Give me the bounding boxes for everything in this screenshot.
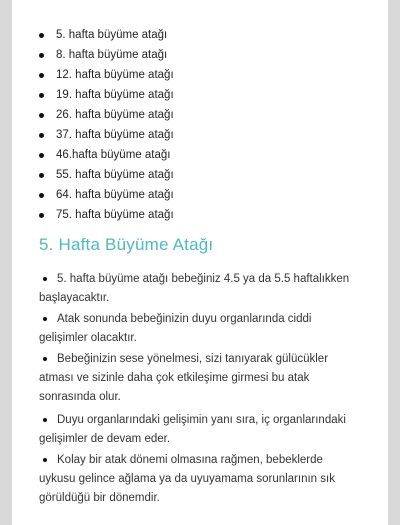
bullet-icon (43, 277, 47, 281)
toc-item[interactable] (39, 125, 174, 145)
toc-item-label: 26. hafta büyüme atağı (56, 109, 174, 121)
bullet-icon (43, 317, 47, 321)
bullet-paragraph (39, 270, 359, 308)
toc-item[interactable] (39, 165, 174, 185)
bullet-icon (39, 93, 44, 98)
bullet-icon (39, 173, 44, 178)
bullet-icon (43, 458, 47, 462)
bullet-icon (39, 213, 44, 218)
toc-item[interactable] (39, 105, 174, 125)
toc-item-label: 46.hafta büyüme atağı (56, 149, 171, 161)
toc-item[interactable] (39, 25, 174, 45)
bullet-icon (39, 133, 44, 138)
section-heading: 5. Hafta Büyüme Atağı (39, 235, 214, 254)
bullet-paragraph (39, 310, 359, 348)
toc-item[interactable] (39, 205, 174, 225)
toc-item-label: 55. hafta büyüme atağı (56, 169, 174, 181)
toc-item[interactable] (39, 145, 174, 165)
bullet-paragraph (39, 411, 359, 449)
toc-item-label: 64. hafta büyüme atağı (56, 189, 174, 201)
bullet-icon (39, 33, 44, 38)
bullet-icon (39, 113, 44, 118)
bullet-text: Duyu organlarındaki gelişimin yanı sıra, iç organlarındaki gelişimler de devam eder. (39, 414, 346, 445)
bullet-icon (43, 357, 47, 361)
toc-item[interactable] (39, 85, 174, 105)
toc-item-label: 12. hafta büyüme atağı (56, 69, 174, 81)
toc-item-label: 8. hafta büyüme atağı (56, 49, 168, 61)
bullet-paragraph (39, 350, 359, 407)
toc-item-label: 37. hafta büyüme atağı (56, 129, 174, 141)
bullet-icon (39, 153, 44, 158)
bullet-text: 5. hafta büyüme atağı bebeğiniz 4.5 ya da 5.5 haftalıkken başlayacaktır. (39, 273, 350, 304)
table-of-contents (39, 25, 174, 225)
bullet-text: Atak sonunda bebeğinizin duyu organlarında ciddi gelişimler olacaktır. (39, 313, 312, 344)
bullet-paragraph (39, 451, 359, 508)
toc-item[interactable] (39, 45, 174, 65)
bullet-icon (39, 53, 44, 58)
bullet-icon (43, 418, 47, 422)
bullet-icon (39, 73, 44, 78)
article-page (12, 0, 388, 525)
bullet-text: Kolay bir atak dönemi olmasına rağmen, bebeklerde uykusu gelince ağlama ya da uyuyamama sorunlarının sık görüldüğü bir dönemdir. (39, 454, 335, 504)
toc-item-label: 75. hafta büyüme atağı (56, 209, 174, 221)
bullet-text: Bebeğinizin sese yönelmesi, sizi tanıyarak gülücükler atması ve sizinle daha çok etkileşime girmesi bu atak sonrasında olur. (39, 353, 329, 403)
toc-item[interactable] (39, 185, 174, 205)
bullet-icon (39, 193, 44, 198)
toc-item-label: 5. hafta büyüme atağı (56, 29, 168, 41)
toc-item[interactable] (39, 65, 174, 85)
toc-item-label: 19. hafta büyüme atağı (56, 89, 174, 101)
